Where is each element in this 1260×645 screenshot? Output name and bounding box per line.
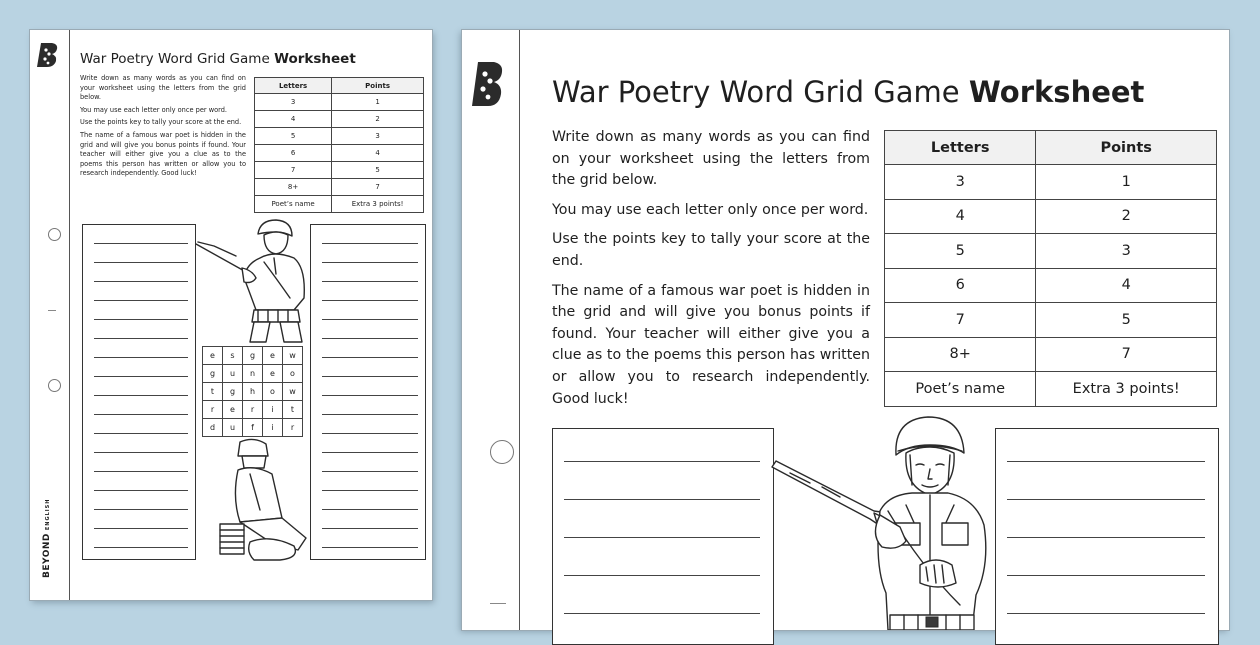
answer-line[interactable] bbox=[1007, 537, 1205, 538]
table-cell: 5 bbox=[255, 128, 332, 145]
margin-line bbox=[69, 30, 70, 600]
instruction-2: You may use each letter only once per word. bbox=[80, 105, 227, 114]
instruction-3: Use the points key to tally your score at the end. bbox=[80, 118, 242, 127]
table-cell: 1 bbox=[1036, 165, 1217, 200]
answer-line[interactable] bbox=[94, 319, 188, 320]
fold-mark bbox=[490, 603, 506, 604]
points-key-table bbox=[884, 130, 1217, 407]
grid-cell: g bbox=[203, 365, 223, 383]
answer-line[interactable] bbox=[322, 357, 418, 358]
table-cell: 5 bbox=[1036, 303, 1217, 338]
grid-cell: d bbox=[203, 419, 223, 437]
header-points: Points bbox=[332, 78, 424, 94]
table-cell: 4 bbox=[332, 145, 424, 162]
letter-grid bbox=[202, 346, 303, 437]
answer-line[interactable] bbox=[1007, 461, 1205, 462]
instruction-4: The name of a famous war poet is hidden in the grid and will give you bonus points if found. Your teacher will either give you a clue as to the poems this person has written or allow you to research independently. Good luck! bbox=[80, 130, 246, 178]
table-cell: Extra 3 points! bbox=[332, 196, 424, 213]
instruction-2: You may use each letter only once per word. bbox=[552, 201, 869, 218]
title-bold: Worksheet bbox=[968, 75, 1145, 109]
answer-line[interactable] bbox=[94, 414, 188, 415]
answer-line[interactable] bbox=[322, 414, 418, 415]
answer-line[interactable] bbox=[322, 262, 418, 263]
worksheet-zoomed[interactable] bbox=[462, 30, 1229, 630]
title-regular: War Poetry Word Grid Game bbox=[552, 75, 960, 109]
grid-cell: u bbox=[223, 419, 243, 437]
header-points: Points bbox=[1036, 131, 1217, 165]
crouching-soldier-illustration bbox=[210, 438, 310, 562]
grid-cell: h bbox=[243, 383, 263, 401]
answer-line[interactable] bbox=[94, 338, 188, 339]
grid-cell: e bbox=[203, 347, 223, 365]
punch-hole bbox=[48, 228, 61, 241]
table-row bbox=[885, 199, 1217, 234]
answer-line[interactable] bbox=[1007, 613, 1205, 614]
answer-box-right[interactable] bbox=[995, 428, 1219, 645]
grid-cell: g bbox=[243, 347, 263, 365]
grid-cell: s bbox=[223, 347, 243, 365]
grid-row bbox=[203, 347, 303, 365]
table-cell: 6 bbox=[885, 268, 1036, 303]
table-row bbox=[885, 337, 1217, 372]
margin-line bbox=[519, 30, 520, 630]
table-cell: 4 bbox=[885, 199, 1036, 234]
table-row bbox=[885, 234, 1217, 269]
grid-cell: g bbox=[223, 383, 243, 401]
grid-cell: t bbox=[283, 401, 303, 419]
title-regular: War Poetry Word Grid Game bbox=[80, 51, 270, 67]
table-cell: 7 bbox=[332, 179, 424, 196]
grid-cell: w bbox=[283, 347, 303, 365]
answer-line[interactable] bbox=[1007, 499, 1205, 500]
grid-cell: e bbox=[223, 401, 243, 419]
answer-line[interactable] bbox=[322, 490, 418, 491]
page-title bbox=[552, 75, 1144, 109]
answer-box-left[interactable] bbox=[552, 428, 774, 645]
beyond-logo-icon bbox=[36, 42, 60, 68]
table-row bbox=[255, 162, 424, 179]
table-row bbox=[255, 128, 424, 145]
answer-line[interactable] bbox=[322, 433, 418, 434]
table-cell: 6 bbox=[255, 145, 332, 162]
beyond-logo-icon bbox=[470, 60, 504, 108]
answer-line[interactable] bbox=[564, 461, 760, 462]
answer-line[interactable] bbox=[94, 395, 188, 396]
grid-cell: f bbox=[243, 419, 263, 437]
answer-line[interactable] bbox=[322, 528, 418, 529]
answer-line[interactable] bbox=[564, 537, 760, 538]
instruction-3: Use the points key to tally your score at the end. bbox=[552, 231, 870, 269]
answer-line[interactable] bbox=[94, 357, 188, 358]
answer-box-right[interactable] bbox=[310, 224, 426, 560]
punch-hole bbox=[48, 379, 61, 392]
table-row bbox=[255, 94, 424, 111]
answer-line[interactable] bbox=[322, 509, 418, 510]
table-cell: 2 bbox=[1036, 199, 1217, 234]
header-letters: Letters bbox=[885, 131, 1036, 165]
grid-cell: e bbox=[263, 365, 283, 383]
table-cell: Poet’s name bbox=[255, 196, 332, 213]
grid-cell: r bbox=[283, 419, 303, 437]
grid-row bbox=[203, 383, 303, 401]
table-row bbox=[885, 303, 1217, 338]
grid-cell: n bbox=[243, 365, 263, 383]
table-cell: Extra 3 points! bbox=[1036, 372, 1217, 407]
table-cell: 3 bbox=[332, 128, 424, 145]
worksheet-thumbnail[interactable] bbox=[30, 30, 432, 600]
answer-line[interactable] bbox=[322, 338, 418, 339]
table-row bbox=[885, 165, 1217, 200]
instructions bbox=[552, 127, 870, 410]
answer-line[interactable] bbox=[94, 243, 188, 244]
answer-line[interactable] bbox=[94, 471, 188, 472]
table-row bbox=[885, 372, 1217, 407]
instruction-1: Write down as many words as you can find on your worksheet using the letters from the grid below. bbox=[552, 129, 870, 189]
table-row bbox=[255, 111, 424, 128]
answer-line[interactable] bbox=[94, 452, 188, 453]
table-cell: 8+ bbox=[885, 337, 1036, 372]
table-row bbox=[255, 196, 424, 213]
answer-line[interactable] bbox=[564, 499, 760, 500]
answer-line[interactable] bbox=[94, 433, 188, 434]
table-cell: 3 bbox=[1036, 234, 1217, 269]
grid-cell: o bbox=[263, 383, 283, 401]
grid-cell: i bbox=[263, 419, 283, 437]
table-cell: 5 bbox=[332, 162, 424, 179]
soldier-illustration bbox=[770, 415, 996, 630]
grid-cell: e bbox=[263, 347, 283, 365]
grid-row bbox=[203, 419, 303, 437]
grid-cell: r bbox=[243, 401, 263, 419]
grid-cell: w bbox=[283, 383, 303, 401]
grid-row bbox=[203, 401, 303, 419]
grid-cell: i bbox=[263, 401, 283, 419]
answer-line[interactable] bbox=[94, 300, 188, 301]
answer-line[interactable] bbox=[322, 452, 418, 453]
answer-line[interactable] bbox=[564, 575, 760, 576]
table-cell: 7 bbox=[1036, 337, 1217, 372]
answer-line[interactable] bbox=[1007, 575, 1205, 576]
answer-line[interactable] bbox=[322, 281, 418, 282]
instruction-1: Write down as many words as you can find on your worksheet using the letters from the grid below. bbox=[80, 74, 246, 102]
answer-line[interactable] bbox=[322, 376, 418, 377]
grid-cell: r bbox=[203, 401, 223, 419]
title-bold: Worksheet bbox=[274, 51, 356, 67]
punch-hole bbox=[490, 440, 514, 464]
fold-mark bbox=[48, 310, 56, 311]
answer-line[interactable] bbox=[322, 547, 418, 548]
table-row bbox=[255, 179, 424, 196]
answer-line[interactable] bbox=[94, 509, 188, 510]
grid-cell: t bbox=[203, 383, 223, 401]
brand-wordmark bbox=[42, 499, 52, 578]
table-cell: 7 bbox=[255, 162, 332, 179]
table-cell: 1 bbox=[332, 94, 424, 111]
table-cell: 8+ bbox=[255, 179, 332, 196]
table-cell: 2 bbox=[332, 111, 424, 128]
points-key-table bbox=[254, 77, 424, 213]
answer-line[interactable] bbox=[322, 471, 418, 472]
table-cell: 3 bbox=[885, 165, 1036, 200]
table-cell: 5 bbox=[885, 234, 1036, 269]
table-cell: 4 bbox=[255, 111, 332, 128]
answer-line[interactable] bbox=[322, 300, 418, 301]
answer-line[interactable] bbox=[94, 528, 188, 529]
table-cell: 3 bbox=[255, 94, 332, 111]
answer-line[interactable] bbox=[322, 243, 418, 244]
instructions bbox=[80, 74, 246, 179]
header-letters: Letters bbox=[255, 78, 332, 94]
table-cell: 7 bbox=[885, 303, 1036, 338]
soldier-illustration bbox=[194, 218, 310, 343]
answer-line[interactable] bbox=[94, 547, 188, 548]
answer-box-left[interactable] bbox=[82, 224, 196, 560]
answer-line[interactable] bbox=[94, 490, 188, 491]
answer-line[interactable] bbox=[322, 319, 418, 320]
answer-line[interactable] bbox=[564, 613, 760, 614]
grid-cell: u bbox=[223, 365, 243, 383]
answer-line[interactable] bbox=[322, 395, 418, 396]
table-cell: 4 bbox=[1036, 268, 1217, 303]
answer-line[interactable] bbox=[94, 262, 188, 263]
brand-subject: ENGLISH bbox=[45, 498, 51, 531]
table-row bbox=[255, 145, 424, 162]
table-row bbox=[885, 268, 1217, 303]
answer-line[interactable] bbox=[94, 376, 188, 377]
grid-row bbox=[203, 365, 303, 383]
grid-cell: o bbox=[283, 365, 303, 383]
page-title bbox=[80, 51, 356, 67]
answer-line[interactable] bbox=[94, 281, 188, 282]
instruction-4: The name of a famous war poet is hidden in the grid and will give you bonus points if found. Your teacher will either give you a clue as to the poems this person has written or allow you to research independently. Good luck! bbox=[552, 282, 870, 407]
brand-name: BEYOND bbox=[42, 533, 52, 578]
table-cell: Poet’s name bbox=[885, 372, 1036, 407]
